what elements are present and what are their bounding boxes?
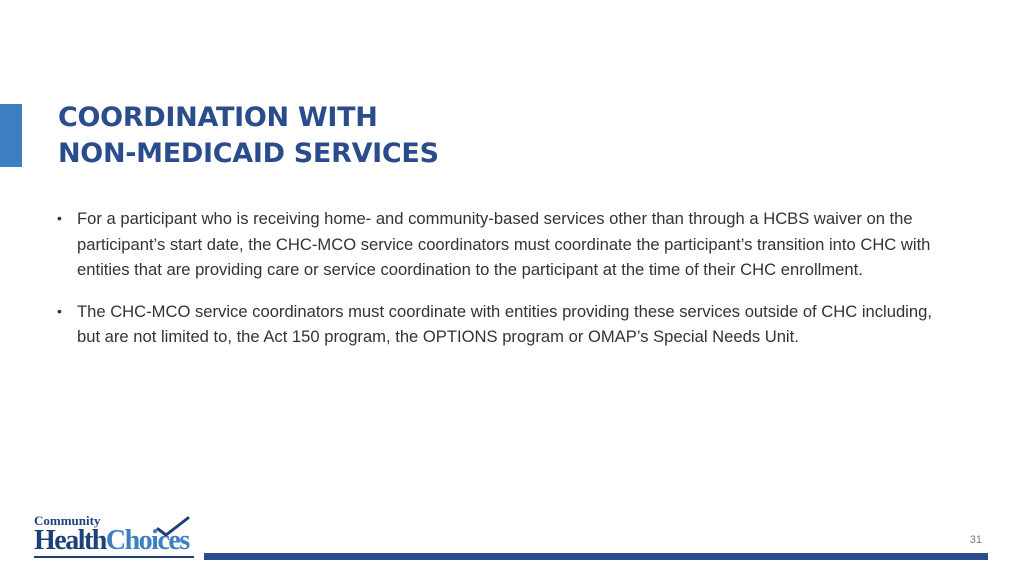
logo-health-word: Health [34,525,106,556]
footer-bar [204,553,988,560]
slide-title-line-1: COORDINATION WITH [58,102,378,133]
logo-underline [34,556,194,558]
community-health-choices-logo [34,514,196,558]
bullet-list [57,206,957,366]
title-accent-bar [0,104,22,167]
slide-title [58,100,439,172]
logo-choices-word: Choices [105,525,189,556]
bullet-text: The CHC-MCO service coordinators must coordinate with entities providing these services outside of CHC including, but are not limited to, the Act 150 program, the OPTIONS program or OMAP’s Special Needs Unit. [77,301,932,346]
bullet-item [57,299,957,350]
logo-community-word: Community [34,513,101,528]
page-number: 31 [969,534,982,546]
bullet-marker: • [57,210,62,226]
bullet-text: For a participant who is receiving home- and community-based services other than through a HCBS waiver on the participant’s start date, the CHC-MCO service coordinators must coordinate the participant’s transition into CHC with entities that are providing care or service coordination to the participant at the time of their CHC enrollment. [77,209,931,279]
slide-title-line-2: NON-MEDICAID SERVICES [58,138,439,169]
bullet-marker: • [57,302,62,319]
bullet-item [57,206,957,283]
checkmark-icon [156,516,190,538]
